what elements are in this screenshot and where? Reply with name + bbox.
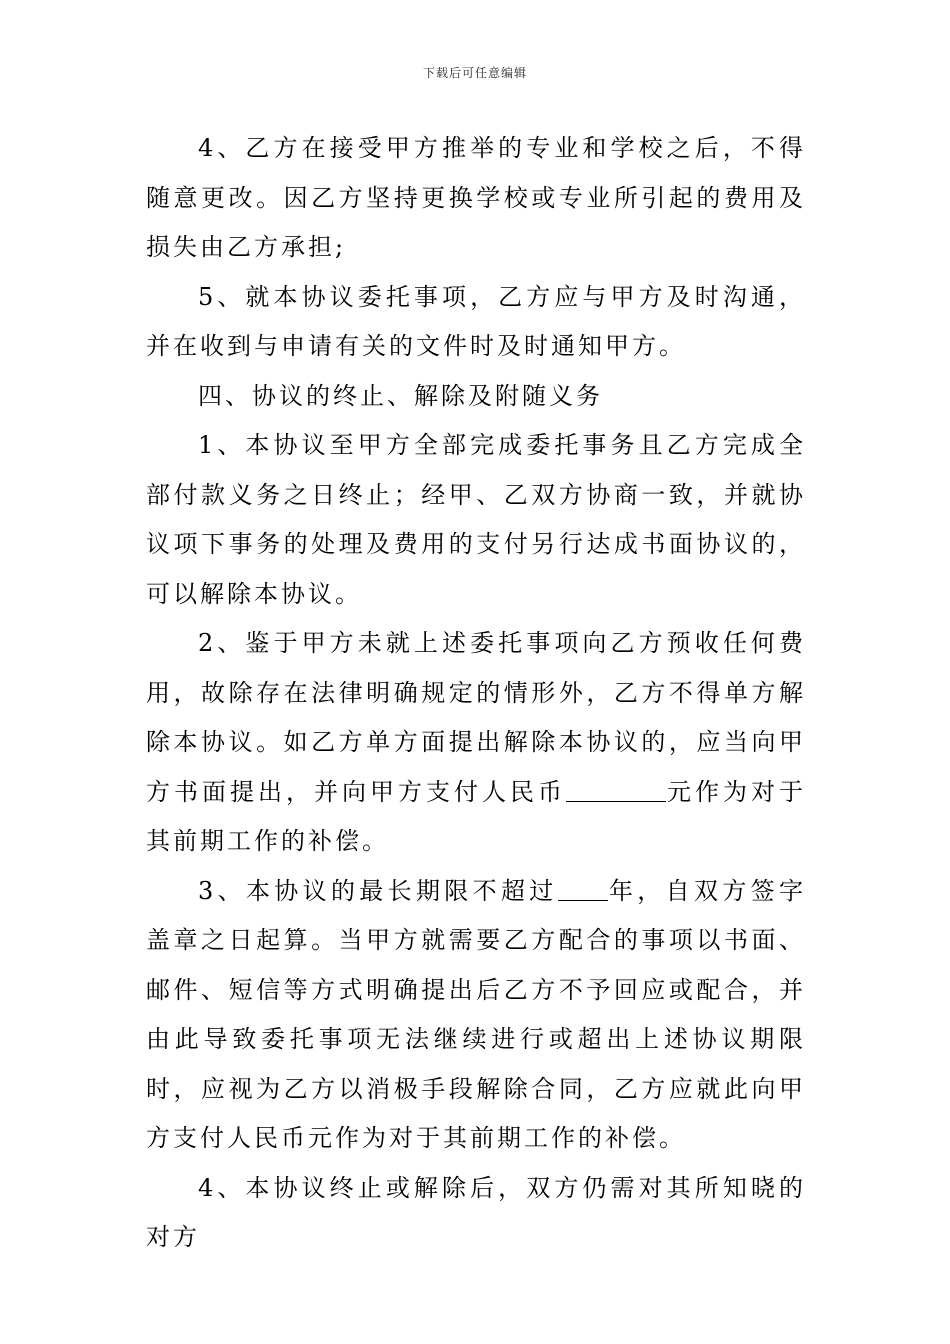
clause-5-paragraph: 5、就本协议委托事项，乙方应与甲方及时沟通，并在收到与申请有关的文件时及时通知甲方。 — [146, 282, 806, 360]
clause-2-text-after: 元作为对于其前期工作的补偿。 — [146, 777, 806, 855]
document-body — [146, 124, 806, 1263]
page-header: 下载后可任意编辑 — [422, 66, 527, 80]
clause-4-paragraph: 4、乙方在接受甲方推举的专业和学校之后，不得随意更改。因乙方坚持更换学校或专业所引起的费用及损失由乙方承担; — [146, 134, 806, 261]
clause-3-text-before: 3、本协议的最长期限不超过 — [198, 876, 558, 905]
amount-blank — [566, 777, 666, 802]
termination-clause-2 — [146, 619, 806, 867]
clause-3-text-after: 年，自双方签字盖章之日起算。当甲方就需要乙方配合的事项以书面、邮件、短信等方式明确提出后乙方不予回应或配合，并由此导致委托事项无法继续进行或超出上述协议期限时，应视为乙方以消极手段解除合同，乙方应就此向甲方支付人民币元作为对于其前期工作的补偿。 — [146, 876, 806, 1152]
termination-clause-1: 1、本协议至甲方全部完成委托事务且乙方完成全部付款义务之日终止；经甲、乙双方协商一致，并就协议项下事务的处理及费用的支付另行达成书面协议的，可以解除本协议。 — [146, 431, 806, 608]
termination-clause-4: 4、本协议终止或解除后，双方仍需对其所知晓的对方 — [146, 1173, 806, 1251]
section-4-heading: 四、协议的终止、解除及附随义务 — [198, 381, 603, 410]
termination-clause-3 — [146, 867, 806, 1164]
years-blank — [558, 876, 608, 901]
clause-2-text-before: 2、鉴于甲方未就上述委托事项向乙方预收任何费用，故除存在法律明确规定的情形外，乙方不得单方解除本协议。如乙方单方面提出解除本协议的，应当向甲方书面提出，并向甲方支付人民币 — [146, 629, 806, 806]
